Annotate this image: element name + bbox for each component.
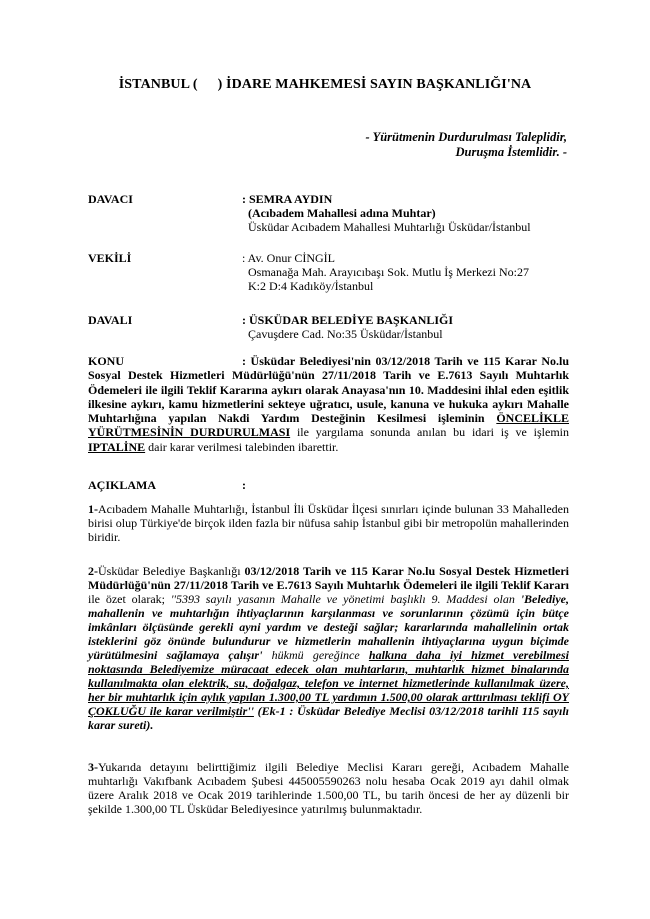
subject-bold-text: : Üsküdar Belediyesi'nin 03/12/2018 Tarih ve 115 Karar No.lu Sosyal Destek Hizmetleri Müdürlüğü'nün 27/11/2018 Tarih ve E.7613 Sayılı Muhtarlık Ödemeleri ile ilgili Teklif Kararına aykırı olarak Anayasa'nın 10. Maddesini ihlal eden eşitlik ilkesine aykırı, kamu hizmetlerini sekteye uğratıcı, usule, kanuna ve hukuka aykırı Mahalle Muhtarlığına yapılan Nakdi Yardım Desteğinin Kesilmesi işleminin xyxy=(88,354,569,426)
paragraph-1 xyxy=(88,502,569,544)
defendant-name: : ÜSKÜDAR BELEDİYE BAŞKANLIĞI xyxy=(242,313,454,327)
request-notice xyxy=(366,130,567,160)
explanation-colon: : xyxy=(242,478,246,492)
attorney-name: : Av. Onur CİNGİL xyxy=(242,251,335,265)
subject-text-3: dair karar verilmesi talebinden ibarettir. xyxy=(148,439,339,454)
paragraph-1-text: Acıbadem Mahalle Muhtarlığı, İstanbul İli Üsküdar İlçesi sınırları içinde bulunan 33 Mahalleden birisi olup Türkiye'de birçok ilden fazla bir nüfusa sahip İstanbul gibi bir metropolün mahallerinden biridir. xyxy=(88,502,569,544)
paragraph-3-text: Yukarıda detayını belirttiğimiz ilgili Belediye Meclisi Kararı gereği, Acıbadem Mahalle muhtarlığı Vakıfbank Acıbadem Şubesi 445005590263 nolu hesaba Ocak 2019 ayı dahil olmak üzere Aralık 2018 ve Ocak 2019 tarihlerinde 1.500,00 TL, bu tarih öncesi de her ay düzenli bir şekilde 1.300,00 TL Üsküdar Belediyesince yatırılmış bulunmaktadır. xyxy=(88,760,569,816)
paragraph-3-number: 3- xyxy=(88,760,98,774)
paragraph-3 xyxy=(88,760,569,816)
notice-line-1: - Yürütmenin Durdurulması Taleplidir, xyxy=(365,130,567,144)
subject-paragraph xyxy=(88,354,569,454)
paragraph-1-number: 1- xyxy=(88,502,98,516)
attorney-label: VEKİLİ xyxy=(88,251,132,265)
defendant-label: DAVALI xyxy=(88,313,133,327)
paragraph-2-text-3: hükmü gereğince xyxy=(271,648,360,662)
paragraph-2-text-1: Üsküdar Belediye Başkanlığı xyxy=(98,564,241,578)
court-title xyxy=(0,77,650,93)
attorney-address-2: K:2 D:4 Kadıköy/İstanbul xyxy=(248,279,374,293)
paragraph-2-number: 2- xyxy=(88,564,98,578)
subject-label: KONU xyxy=(88,354,124,368)
paragraph-2-text-2: ile özet olarak; xyxy=(88,592,165,606)
paragraph-2-law-quote: 'Belediye, mahallenin ve muhtarlığın ihtiyaçlarının karşılanması ve sorunlarının çözümü için bütçe imkânları ölçüsünde gerekli ayni yardım ve desteği sağlar; kararlarında mahallelinin ortak isteklerini göz önünde bulundurur ve hizmetlerin mahallenin ihtiyaçlarına uygun biçimde yürütülmesini sağlamaya çalışır' xyxy=(88,592,569,662)
paragraph-2 xyxy=(88,564,569,732)
notice-line-2: Duruşma İstemlidir. - xyxy=(455,145,567,159)
plaintiff-label: DAVACI xyxy=(88,192,133,206)
paragraph-2-law-ref: ''5393 sayılı yasanın Mahalle ve yönetimi başlıklı 9. Maddesi olan xyxy=(170,592,515,606)
plaintiff-address: Üsküdar Acıbadem Mahallesi Muhtarlığı Üsküdar/İstanbul xyxy=(248,220,531,234)
attorney-address-1: Osmanağa Mah. Arayıcıbaşı Sok. Mutlu İş Merkezi No:27 xyxy=(248,265,529,279)
court-title-prefix: İSTANBUL ( xyxy=(118,77,198,92)
defendant-details xyxy=(242,313,572,341)
explanation-label: AÇIKLAMA xyxy=(88,478,156,492)
plaintiff-details xyxy=(242,192,572,234)
subject-urgent-request: ÖNCELİKLE YÜRÜTMESİNİN DURDURULMASI xyxy=(88,411,570,440)
paragraph-2-decision-ref: 03/12/2018 Tarih ve 115 Karar No.lu Sosyal Destek Hizmetleri Müdürlüğü'nün 27/11/2018 Tarih ve E.7613 Sayılı Muhtarlık Ödemeleri ile ilgili Teklif Kararı xyxy=(88,564,570,592)
plaintiff-role: (Acıbadem Mahallesi adına Muhtar) xyxy=(248,206,436,220)
subject-annulment: IPTALİNE xyxy=(88,439,146,454)
subject-text-2: ile yargılama sonunda anılan bu idari iş ve işlemin xyxy=(296,425,569,440)
explanation-heading xyxy=(88,478,246,493)
defendant-address: Çavuşdere Cad. No:35 Üsküdar/İstanbul xyxy=(248,327,443,341)
court-title-suffix: ) İDARE MAHKEMESİ SAYIN BAŞKANLIĞI'NA xyxy=(217,77,532,92)
paragraph-2-decision-quote: halkına daha iyi hizmet verebilmesi noktasında Belediyemize müracaat edecek olan muhtarların, muhtarlık hizmet binalarında kullanılmakta olan elektrik, su, doğalgaz, telefon ve internet hizmetlerinde kullanılmak üzere, her bir muhtarlık için aylık yapılan 1.300,00 TL yardımın 1.500,00 olarak arttırılması teklifi OY ÇOKLUĞU ile karar verilmiştir'' xyxy=(88,648,570,718)
attorney-details xyxy=(242,251,572,293)
paragraph-2-annex-ref: (Ek-1 : Üsküdar Belediye Meclisi 03/12/2018 tarihli 115 sayılı karar sureti). xyxy=(88,704,569,732)
plaintiff-name: : SEMRA AYDIN xyxy=(242,192,333,206)
